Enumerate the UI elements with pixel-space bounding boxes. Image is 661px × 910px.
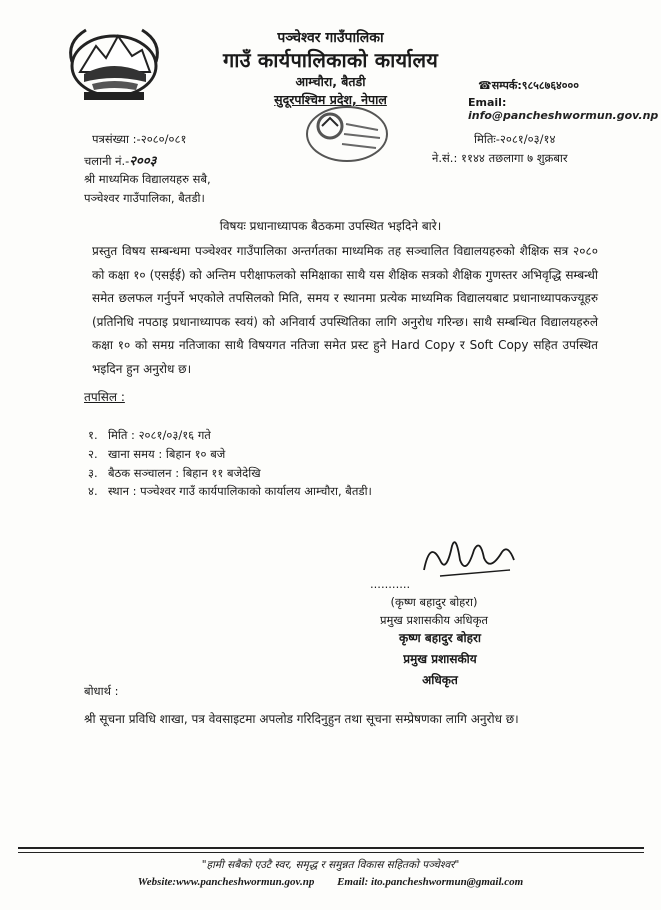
footer-website-link[interactable]: Website:www.pancheshwormun.gov.np (137, 876, 315, 888)
signatory-block (370, 575, 498, 629)
email-label: Email: (468, 96, 507, 109)
contact-email (468, 96, 661, 122)
stamp-name: कृष्ण बहादुर बोहरा (398, 631, 482, 645)
office-name: गाउँ कार्यपालिकाको कार्यालय (222, 48, 439, 72)
municipality-name: पञ्चेश्वर गाउँपालिका (277, 30, 384, 46)
office-location: आम्चौरा, बैतडी (295, 74, 366, 89)
footer-slogan: "हामी सबैको एउटै स्वर, समृद्ध र समुन्नत विकास सहितको पञ्चेश्वर" (201, 859, 460, 871)
list-item: ४. स्थान : पञ्चेश्वर गाउँ कार्यपालिकाको कार्यालय आम्चौरा, बैतडी। (88, 484, 372, 499)
details-heading: तपसिल : (84, 390, 125, 404)
dispatch-label: चलानी नं.- (84, 154, 130, 168)
letter-subject: विषयः प्रधानाध्यापक बैठकमा उपस्थित भइदिने बारे। (219, 219, 442, 233)
signatory-title: प्रमुख प्रशासकीय अधिकृत (380, 613, 488, 627)
cc-heading: बोधार्थ : (84, 684, 119, 698)
list-item: ३. बैठक सञ्चालन : बिहान ११ बजेदेखि (88, 465, 261, 480)
name-stamp (390, 628, 490, 691)
dispatch-number (84, 151, 156, 169)
cc-text: श्री सूचना प्रविधि शाखा, पत्र वेवसाइटमा अपलोड गरिदिनुहुन तथा सूचना सम्प्रेषणका लागि अनुरोध छ। (84, 712, 519, 726)
footer-divider-thin (18, 852, 644, 853)
email-link[interactable]: info@pancheshwormun.gov.np (468, 109, 659, 122)
details-list (88, 426, 372, 501)
dispatch-handwritten-number: २००३ (129, 154, 157, 169)
nepal-sambat-date: ने.सं.: ११४४ तछलागा ७ शुक्रबार (432, 151, 568, 165)
list-item: १. मिति : २०८१/०३/१६ गते (88, 428, 211, 442)
contact-phone: ☎सम्पर्क:९८५८७६४००० (478, 79, 579, 92)
province-name: सुदूरपश्चिम प्रदेश, नेपाल (274, 92, 387, 107)
stamp-title: प्रमुख प्रशासकीय अधिकृत (403, 652, 477, 687)
list-item: २. खाना समय : बिहान १० बजे (88, 446, 226, 461)
signature-dots: ........... (370, 577, 411, 591)
letter-number: पत्रसंख्या :-२०८०/०८१ (92, 132, 187, 146)
signatory-name: (कृष्ण बहादुर बोहरा) (390, 595, 478, 609)
footer-email-link[interactable]: Email: ito.pancheshwormun@gmail.com (337, 876, 524, 888)
footer-contacts (0, 876, 661, 888)
recipient-line-2: पञ्चेश्वर गाउँपालिका, बैतडी। (84, 191, 205, 205)
letter-date: मितिः-२०८१/०३/१४ (474, 132, 556, 146)
letter-body: प्रस्तुत विषय सम्बन्धमा पञ्चेश्वर गाउँपालिका अन्तर्गतका माध्यमिक तह सञ्चालित विद्यालयहरुको शैक्षिक सत्र २०८० को कक्षा १० (एसईई) को अन्तिम परीक्षाफलको समिक्षाका साथै यस शैक्षिक सत्रको शैक्षिक गुणस्तर अभिवृद्धि सम्बन्धी समेत छलफल गर्नुपर्ने भएकोले तपसिलको मिति, समय र स्थानमा प्रत्येक माध्यमिक विद्यालयबाट प्रधानाध्यापकज्यूहरु (प्रतिनिधि नपठाइ प्रधानाध्यापक स्वयं) को अनिवार्य उपस्थितिका लागि अनुरोध गरिन्छ। साथै सम्बन्धित विद्यालयहरुले कक्षा १० को समग्र नतिजाका साथै विषयगत नतिजा समेत प्रस्ट हुने Hard Copy र Soft Copy सहित उपस्थित भइदिन हुन अनुरोध छ। (92, 244, 598, 376)
footer-divider (18, 847, 644, 849)
office-stamp-icon (302, 104, 392, 164)
recipient-line-1: श्री माध्यमिक विद्यालयहरु सबै, (84, 172, 211, 186)
